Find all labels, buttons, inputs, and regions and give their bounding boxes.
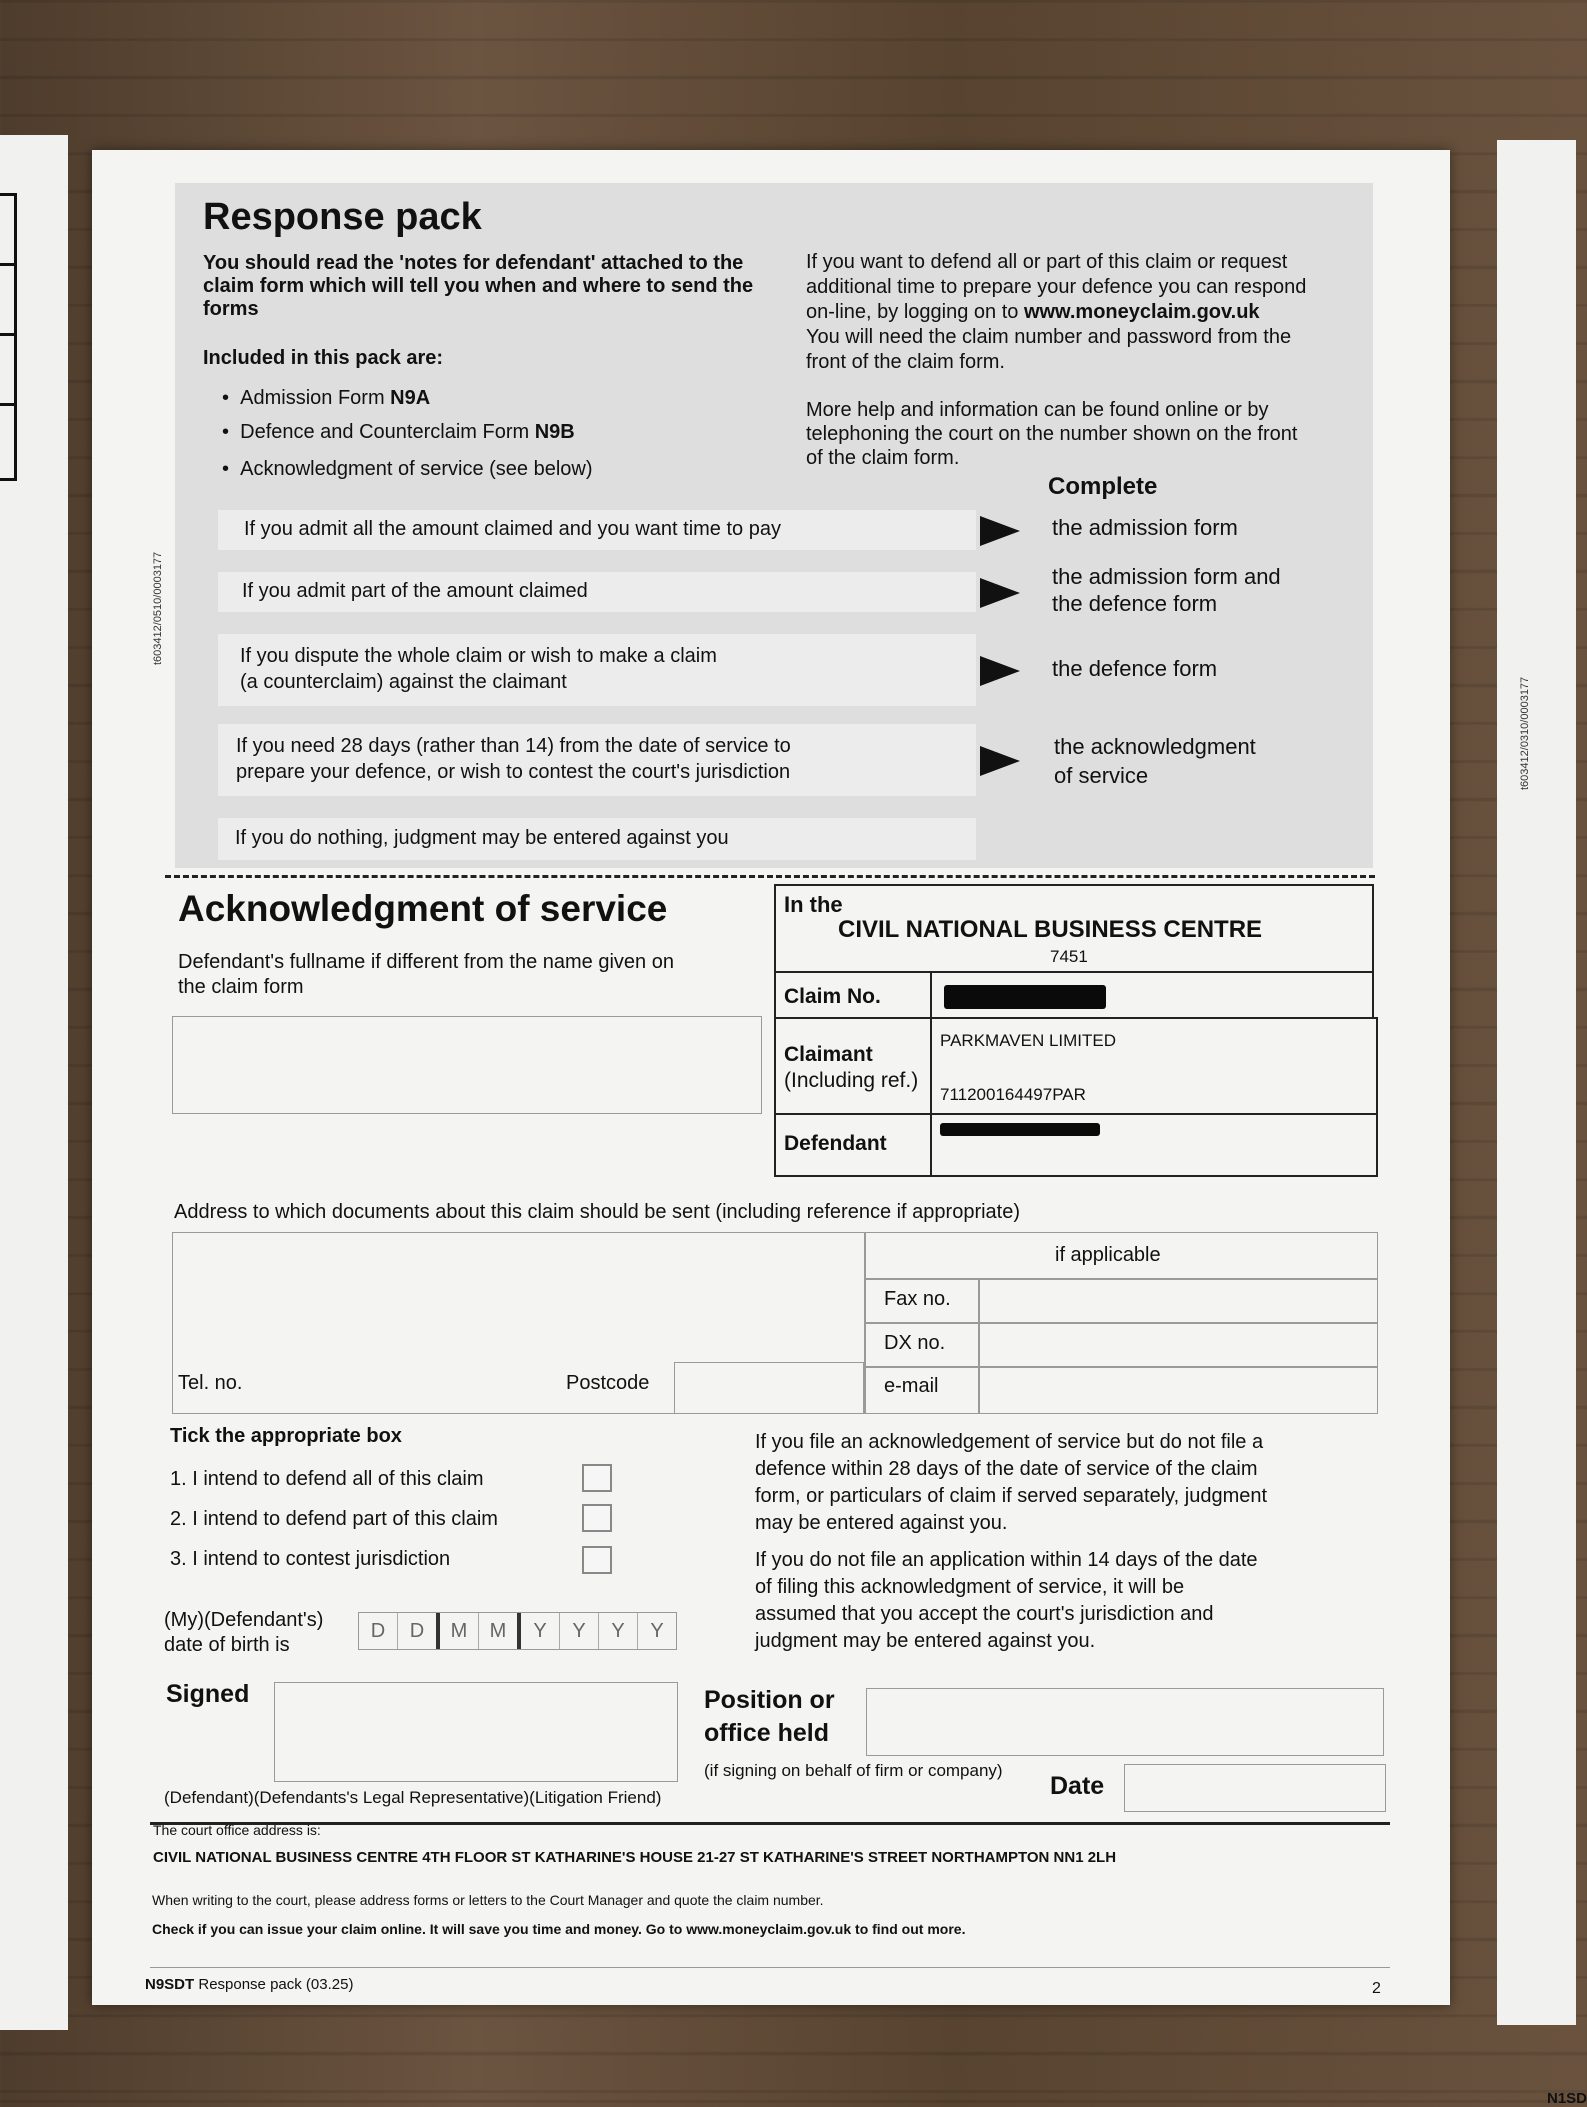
defendant-label: Defendant — [784, 1132, 887, 1155]
postcode-label: Postcode — [566, 1372, 650, 1394]
defend-part-checkbox[interactable] — [582, 1504, 612, 1532]
email-label: e-mail — [884, 1375, 939, 1397]
left-sheet-table — [0, 193, 17, 481]
date-label: Date — [1050, 1772, 1105, 1800]
guide-row — [218, 724, 976, 796]
court-address: CIVIL NATIONAL BUSINESS CENTRE 4TH FLOOR ST KATHARINE'S HOUSE 21-27 ST KATHARINE'S STREET NORTHAMPTON NN1 2LH — [153, 1849, 1117, 1866]
tick-heading: Tick the appropriate box — [170, 1425, 402, 1447]
dob-label: (My)(Defendant's) date of birth is — [164, 1609, 324, 1656]
guide-row-nothing — [218, 818, 976, 860]
if-applicable-label: if applicable — [1055, 1244, 1161, 1266]
online-response-text: If you want to defend all or part of this claim or request additional time to prepare your defence you can respond on-line, by logging on to www.moneyclaim.gov.uk You will need the claim number and password from the front of the claim form. — [806, 251, 1307, 373]
online-claim-note: Check if you can issue your claim online. It will save you time and money. Go to www.moneyclaim.gov.uk to find out more. — [152, 1921, 966, 1937]
signed-label: Signed — [166, 1680, 250, 1708]
tick-option-label: 3. I intend to contest jurisdiction — [170, 1548, 451, 1570]
dob-digit-month[interactable]: M — [440, 1613, 479, 1649]
position-note: (if signing on behalf of firm or company) — [704, 1761, 1003, 1780]
included-item: • Acknowledgment of service (see below) — [222, 458, 593, 480]
included-item: • Admission Form N9A — [222, 387, 431, 409]
contest-jurisdiction-checkbox[interactable] — [582, 1546, 612, 1574]
fullname-label: Defendant's fullname if different from the name given on the claim form — [178, 951, 674, 998]
guide-condition: If you do nothing, judgment may be entered against you — [235, 827, 729, 849]
arrow-icon — [980, 578, 1020, 608]
postcode-field[interactable] — [674, 1362, 864, 1414]
left-sheet-line — [0, 263, 14, 266]
claim-no-label: Claim No. — [784, 985, 881, 1008]
guide-condition: If you admit all the amount claimed and you want time to pay — [244, 518, 781, 540]
court-box — [774, 884, 1374, 973]
included-heading: Included in this pack are: — [203, 347, 444, 369]
right-sheet-form-code: N1SD — [1547, 2090, 1587, 2107]
claimant-name: PARKMAVEN LIMITED — [940, 1031, 1117, 1050]
tick-option-label: 2. I intend to defend part of this claim — [170, 1508, 498, 1530]
date-of-birth-field[interactable] — [358, 1612, 677, 1650]
guide-action: the acknowledgment of service — [1054, 734, 1256, 788]
position-label: Position or office held — [704, 1686, 835, 1747]
court-code: 7451 — [1050, 947, 1088, 966]
intro-text: You should read the 'notes for defendant' attached to the claim form which will tell you when and where to send the forms — [203, 252, 754, 320]
dob-digit-year[interactable]: Y — [560, 1613, 599, 1649]
acknowledgement-warning: If you file an acknowledgement of service but do not file a defence within 28 days of the date of service of the claim form, or particulars of claim if served separately, judgment may be entered against you. — [755, 1431, 1268, 1534]
claimant-label: Claimant — [784, 1043, 873, 1066]
in-the-label: In the — [784, 892, 843, 917]
left-sheet-line — [0, 403, 14, 406]
signer-roles: (Defendant)(Defendants's Legal Representative)(Litigation Friend) — [164, 1788, 662, 1807]
position-field[interactable] — [866, 1688, 1384, 1756]
right-adjacent-sheet — [1497, 140, 1587, 2107]
signature-field[interactable] — [274, 1682, 678, 1782]
dob-digit-month[interactable]: M — [479, 1613, 521, 1649]
jurisdiction-warning: If you do not file an application within 14 days of the date of filing this acknowledgment of service, it will be assumed that you accept the court's jurisdiction and judgment may be entered against you. — [755, 1549, 1258, 1652]
dob-digit-year[interactable]: Y — [599, 1613, 638, 1649]
right-side-code: t603412/0310/0003177 — [1519, 676, 1531, 790]
moneyclaim-link[interactable]: www.moneyclaim.gov.uk — [1023, 301, 1260, 323]
claim-no-row — [774, 971, 1374, 1019]
left-side-code: t603412/0510/0003177 — [152, 551, 164, 665]
writing-note: When writing to the court, please address forms or letters to the Court Manager and quote the claim number. — [152, 1892, 824, 1908]
dob-digit-day[interactable]: D — [359, 1613, 398, 1649]
acknowledgment-title: Acknowledgment of service — [178, 888, 668, 929]
dx-field[interactable] — [980, 1324, 1376, 1365]
left-sheet-line — [0, 333, 14, 336]
redacted-claim-number — [944, 985, 1106, 1009]
email-field[interactable] — [980, 1368, 1376, 1412]
left-adjacent-sheet — [0, 135, 68, 2030]
help-text: More help and information can be found online or by telephoning the court on the number shown on the front of the claim form. — [806, 399, 1298, 469]
dob-digit-day[interactable]: D — [398, 1613, 440, 1649]
dx-label: DX no. — [884, 1332, 946, 1354]
claimant-ref-label: (Including ref.) — [784, 1069, 919, 1092]
dob-digit-year[interactable]: Y — [521, 1613, 560, 1649]
fax-field[interactable] — [980, 1280, 1376, 1321]
tel-label: Tel. no. — [178, 1372, 243, 1394]
arrow-icon — [980, 656, 1020, 686]
arrow-icon — [980, 516, 1020, 546]
included-item: • Defence and Counterclaim Form N9B — [222, 421, 575, 443]
page-number: 2 — [1372, 1980, 1381, 1997]
claimant-row — [774, 1017, 1378, 1115]
date-field[interactable] — [1124, 1764, 1386, 1812]
address-label: Address to which documents about this claim should be sent (including reference if appropriate) — [174, 1201, 1021, 1223]
defend-all-checkbox[interactable] — [582, 1464, 612, 1492]
complete-heading: Complete — [1048, 473, 1158, 500]
guide-action: the admission form — [1052, 515, 1238, 540]
dob-digit-year[interactable]: Y — [650, 1620, 664, 1642]
guide-row — [218, 510, 976, 550]
guide-row — [218, 572, 976, 612]
page-title: Response pack — [203, 196, 482, 238]
tick-option-label: 1. I intend to defend all of this claim — [170, 1468, 484, 1490]
guide-condition: If you admit part of the amount claimed — [242, 580, 588, 602]
guide-row — [218, 634, 976, 706]
form-reference: N9SDT Response pack (03.25) — [145, 1976, 354, 1993]
redacted-defendant-name — [940, 1123, 1100, 1136]
fax-label: Fax no. — [884, 1288, 951, 1310]
arrow-icon — [980, 746, 1020, 776]
claimant-reference: 711200164497PAR — [940, 1085, 1086, 1104]
guide-action: the admission form and the defence form — [1052, 564, 1281, 616]
cut-line — [165, 875, 1375, 878]
court-address-label: The court office address is: — [153, 1822, 321, 1838]
guide-condition: If you dispute the whole claim or wish to make a claim (a counterclaim) against the claimant — [240, 645, 717, 693]
defendant-row — [774, 1113, 1378, 1177]
defendant-fullname-field[interactable] — [172, 1016, 762, 1114]
court-name: CIVIL NATIONAL BUSINESS CENTRE — [838, 916, 1263, 943]
guide-condition: If you need 28 days (rather than 14) from the date of service to prepare your defence, or wish to contest the court's jurisdiction — [236, 735, 791, 783]
footer-divider — [150, 1822, 1390, 1825]
guide-action: the defence form — [1052, 656, 1218, 681]
